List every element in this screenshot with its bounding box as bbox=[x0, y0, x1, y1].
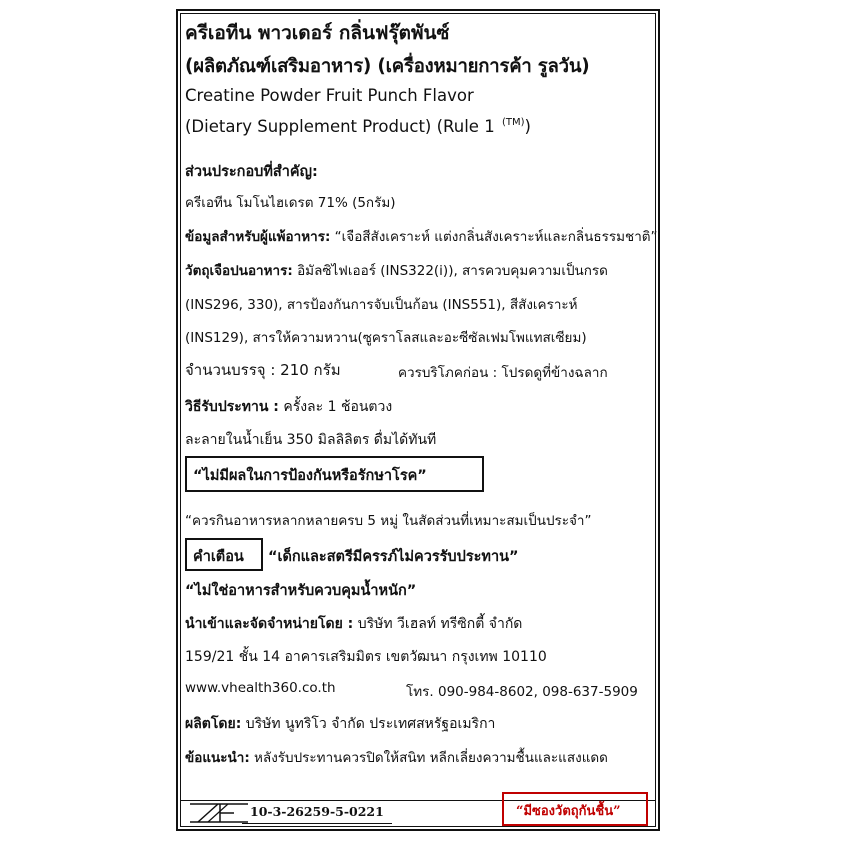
title-english-text: (Dietary Supplement Product) (Rule 1 bbox=[185, 117, 495, 136]
title-english-close: ) bbox=[524, 117, 531, 136]
advice-label: ข้อแนะนำ: bbox=[185, 750, 250, 766]
allergen-label: ข้อมูลสำหรับผู้แพ้อาหาร: bbox=[185, 229, 331, 245]
not-weight-control: “ไม่ใช่อาหารสำหรับควบคุมน้ำหนัก” bbox=[185, 583, 417, 599]
additives-line1 bbox=[185, 259, 608, 281]
additives-value: อิมัลซิไฟเออร์ (INS322(i)), สารควบคุมความเป็นกรด bbox=[292, 263, 608, 279]
diet-advice: “ควรกินอาหารหลากหลายครบ 5 หมู่ ในสัดส่วนที่เหมาะสมเป็นประจำ” bbox=[185, 513, 592, 529]
importer-address: 159/21 ชั้น 14 อาคารเสริมมิตร เขตวัฒนา กรุงเทพ 10110 bbox=[185, 649, 547, 665]
manufacturer-line bbox=[185, 713, 495, 735]
additives-line2: (INS296, 330), สารป้องกันการจับเป็นก้อน (INS551), สีสังเคราะห์ bbox=[185, 297, 578, 313]
allergen-value: “เจือสีสังเคราะห์ แต่งกลิ่นสังเคราะห์และกลิ่นธรรมชาติ” bbox=[330, 229, 658, 245]
title-thai-line2: (ผลิตภัณฑ์เสริมอาหาร) (เครื่องหมายการค้า รูลวัน) bbox=[185, 56, 590, 77]
additives-label: วัตถุเจือปนอาหาร: bbox=[185, 263, 293, 279]
title-english-line1: Creatine Powder Fruit Punch Flavor bbox=[185, 86, 474, 105]
desiccant-note: “มีซองวัตถุกันชื้น” bbox=[516, 804, 621, 819]
importer-line bbox=[185, 613, 522, 635]
warning-text: “เด็กและสตรีมีครรภ์ไม่ควรรับประทาน” bbox=[268, 549, 519, 565]
title-english-line2 bbox=[185, 117, 531, 136]
usage-line1 bbox=[185, 396, 392, 418]
importer-label: นำเข้าและจัดจำหน่ายโดย : bbox=[185, 616, 354, 632]
manufacturer-label: ผลิตโดย: bbox=[185, 716, 242, 732]
title-thai-line1: ครีเอทีน พาวเดอร์ กลิ่นฟรุ๊ตพันซ์ bbox=[185, 22, 450, 44]
usage-label: วิธีรับประทาน : bbox=[185, 399, 279, 415]
trademark-superscript: (TM) bbox=[501, 117, 525, 128]
phone-numbers: โทร. 090-984-8602, 098-637-5909 bbox=[406, 684, 638, 700]
importer-value: บริษัท วีเฮลท์ ทรีซิกตี้ จำกัด bbox=[353, 616, 523, 632]
usage-value: ครั้งละ 1 ช้อนตวง bbox=[278, 399, 393, 415]
warning-label: คำเตือน bbox=[193, 549, 244, 565]
usage-line2: ละลายในน้ำเย็น 350 มิลลิลิตร ดื่มได้ทันที bbox=[185, 432, 437, 448]
allergen-info bbox=[185, 225, 658, 247]
advice-line bbox=[185, 746, 608, 768]
net-weight: จำนวนบรรจุ : 210 กรัม bbox=[185, 361, 341, 379]
additives-line3: (INS129), สารให้ความหวาน(ซูคราโลสและอะซีซัลเฟมโพแทสเซียม) bbox=[185, 330, 587, 346]
manufacturer-value: บริษัท นูทริโว จำกัด ประเทศสหรัฐอเมริกา bbox=[241, 716, 496, 732]
registration-number: 10-3-26259-5-0221 bbox=[250, 804, 384, 819]
no-cure-statement: “ไม่มีผลในการป้องกันหรือรักษาโรค” bbox=[193, 468, 427, 484]
website: www.vhealth360.co.th bbox=[185, 680, 336, 696]
advice-value: หลังรับประทานควรปิดให้สนิท หลีกเลี่ยงความชื้นและแสงแดด bbox=[249, 750, 608, 766]
ingredients-value: ครีเอทีน โมโนไฮเดรต 71% (5กรัม) bbox=[185, 195, 396, 211]
best-before: ควรบริโภคก่อน : โปรดดูที่ข้างฉลาก bbox=[398, 365, 608, 381]
ingredients-heading: ส่วนประกอบที่สำคัญ: bbox=[185, 164, 318, 180]
